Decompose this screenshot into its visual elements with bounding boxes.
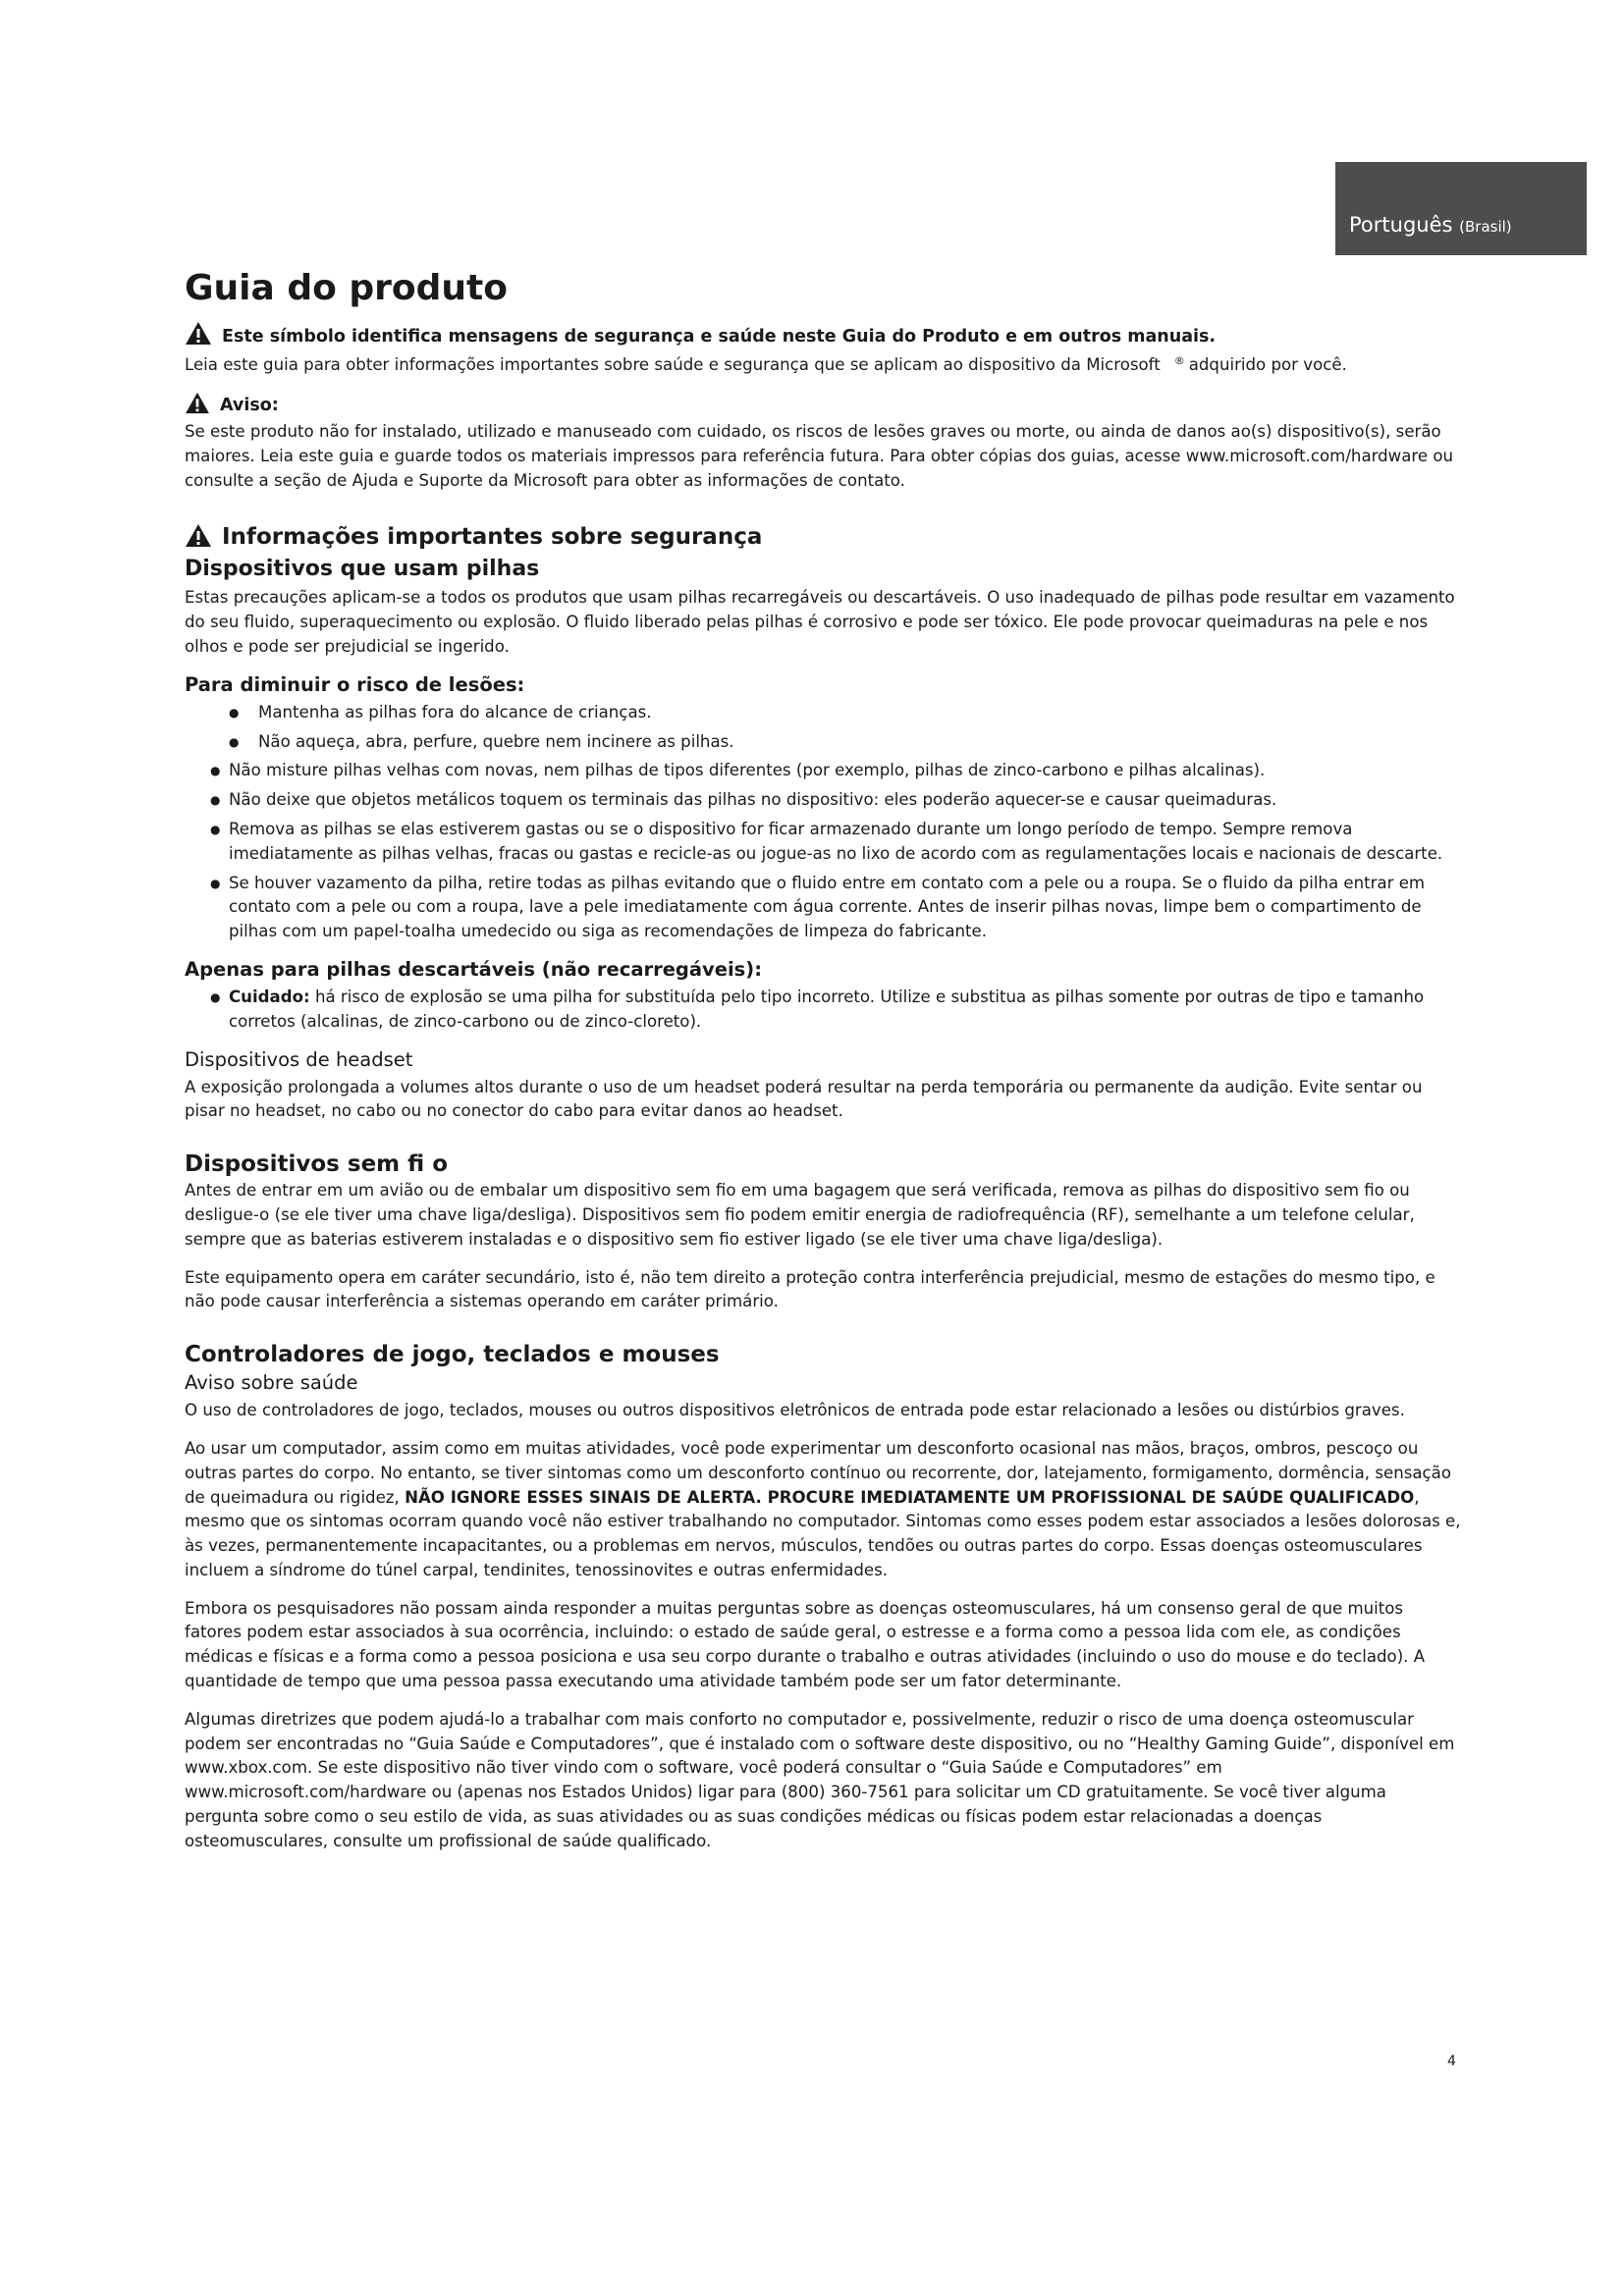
batteries-heading: Dispositivos que usam pilhas <box>185 557 540 582</box>
page-title: Guia do produto <box>185 268 508 308</box>
symbol-line <box>185 321 1461 349</box>
reduce-risk-list-b <box>185 759 1461 944</box>
symbol-line-text: Este símbolo identifica mensagens de segurança e saúde neste Guia do Produto e em outros manuais. <box>222 327 1217 347</box>
reduce-risk-heading: Para diminuir o risco de lesões: <box>185 672 525 696</box>
wireless-paragraph-1: Antes de entrar em um avião ou de embalar um dispositivo sem fio em uma bagagem que será verificada, remova as pilhas do dispositivo sem fio ou desligue-o (se ele tiver uma chave liga/desliga). Dispositivos sem fio podem emitir energia de radiofrequência (RF), semelhante a um telefone celular, sempre que as baterias estiverem instaladas e o dispositivo sem fio estiver ligado (se ele tiver uma chave liga/desliga). <box>185 1181 1415 1249</box>
list-item: ● Cuidado: há risco de explosão se uma pilha for substituída pelo tipo incorreto. Utilize e substitua as pilhas somente por outras de tipo e tamanho corretos (alcalinas, de zinco-carbono ou de zinco-cloreto). <box>185 986 1461 1035</box>
language-tab <box>1335 162 1587 255</box>
aviso-text: Se este produto não for instalado, utilizado e manuseado com cuidado, os riscos de lesões graves ou morte, ou ainda de danos ao(s) dispositivo(s), serão maiores. Leia este guia e guarde todos os materiais impressos para referência futura. Para obter cópias dos guias, acesse www.microsoft.com/hardware ou consulte a seção de Ajuda e Suporte da Microsoft para obter as informações de contato. <box>185 421 1454 490</box>
list-item: ● Não deixe que objetos metálicos toquem os terminais das pilhas no dispositivo: eles poderão aquecer-se e causar queimaduras. <box>185 788 1461 813</box>
wireless-heading: Dispositivos sem fi o <box>185 1151 448 1178</box>
safety-heading: Informações importantes sobre segurança <box>185 522 1461 552</box>
list-item: ● Se houver vazamento da pilha, retire todas as pilhas evitando que o fluido entre em contato com a pele ou a roupa. Se o fluido da pilha entrar em contato com a pele ou com a roupa, lave a pele imediatamente com água corrente. Antes de inserir pilhas novas, limpe bem o compartimento de pilhas com um papel-toalha umedecido ou siga as recomendações de limpeza do fabricante. <box>185 872 1461 944</box>
disposable-list <box>185 986 1461 1035</box>
controllers-paragraph-3: Embora os pesquisadores não possam ainda responder a muitas perguntas sobre as doenças osteomusculares, há um consenso geral de que muitos fatores podem estar associados à sua ocorrência, incluindo: o estado de saúde geral, o estresse e a forma como a pessoa lida com ele, as condições médicas e físicas e a forma como a pessoa posiciona e usa seu corpo durante o trabalho e outras atividades (incluindo o uso do mouse e do teclado). A quantidade de tempo que uma pessoa passa executando uma atividade também pode ser um fator determinante. <box>185 1598 1426 1691</box>
warning-triangle-icon <box>185 321 212 346</box>
language-region: (Brasil) <box>1459 218 1512 236</box>
list-item: ● Mantenha as pilhas fora do alcance de crianças. <box>185 701 1461 725</box>
headset-text: A exposição prolongada a volumes altos durante o uso de um headset poderá resultar na perda temporária ou permanente da audição. Evite sentar ou pisar no headset, no cabo ou no conector do cabo para evitar danos ao headset. <box>185 1077 1423 1121</box>
intro-paragraph: Leia este guia para obter informações importantes sobre saúde e segurança que se aplicam ao dispositivo da Microsoft ® adquirido por você. <box>185 354 1347 375</box>
list-item: ● Não misture pilhas velhas com novas, nem pilhas de tipos diferentes (por exemplo, pilhas de zinco-carbono e pilhas alcalinas). <box>185 759 1461 783</box>
controllers-paragraph-2: Ao usar um computador, assim como em muitas atividades, você pode experimentar um desconforto ocasional nas mãos, braços, ombros, pescoço ou outras partes do corpo. No entanto, se tiver sintomas como um desconforto contínuo ou recorrente, dor, latejamento, formigamento, dormência, sensação de queimadura ou rigidez, NÃO IGNORE ESSES SINAIS DE ALERTA. PROCURE IMEDIATAMENTE UM PROFISSIONAL DE SAÚDE QUALIFICADO, mesmo que os sintomas ocorram quando você não estiver trabalhando no computador. Sintomas como esses podem estar associados a lesões dolorosas e, às vezes, permanentemente incapacitantes, ou a problemas em nervos, músculos, tendões ou outras partes do corpo. Essas doenças osteomusculares incluem a síndrome do túnel carpal, tendinites, tenossinovites e outras enfermidades. <box>185 1438 1461 1579</box>
health-heading: Aviso sobre saúde <box>185 1371 358 1395</box>
warning-triangle-icon <box>185 392 210 414</box>
batteries-text: Estas precauções aplicam-se a todos os produtos que usam pilhas recarregáveis ou descartáveis. O uso inadequado de pilhas pode resultar em vazamento do seu fluido, superaquecimento ou explosão. O fluido liberado pelas pilhas é corrosivo e pode ser tóxico. Ele pode provocar queimaduras na pele e nos olhos e pode ser prejudicial se ingerido. <box>185 588 1455 656</box>
headset-heading: Dispositivos de headset <box>185 1047 413 1071</box>
language-label: Português <box>1349 213 1453 237</box>
controllers-paragraph-4: Algumas diretrizes que podem ajudá-lo a trabalhar com mais conforto no computador e, possivelmente, reduzir o risco de uma doença osteomuscular podem ser encontradas no “Guia Saúde e Computadores”, que é instalado com o software deste dispositivo, ou no “Healthy Gaming Guide”, disponível em www.xbox.com. Se este dispositivo não tiver vindo com o software, você poderá consultar o “Guia Saúde e Computadores” em www.microsoft.com/hardware ou (apenas nos Estados Unidos) ligar para (800) 360-7561 para solicitar um CD gratuitamente. Se você tiver alguma pergunta sobre como o seu estilo de vida, as suas atividades ou as suas condições médicas ou físicas podem estar relacionadas a doenças osteomusculares, consulte um profissional de saúde qualificado. <box>185 1709 1455 1850</box>
registered-mark: ® <box>1173 354 1185 368</box>
list-item: ● Não aqueça, abra, perfure, quebre nem incinere as pilhas. <box>185 730 1461 755</box>
page-number: 4 <box>1447 2054 1456 2069</box>
controllers-heading: Controladores de jogo, teclados e mouses <box>185 1342 720 1368</box>
aviso-heading: Aviso: <box>185 392 1461 418</box>
document-body <box>185 267 1461 1854</box>
disposable-heading: Apenas para pilhas descartáveis (não recarregáveis): <box>185 957 762 981</box>
reduce-risk-list-a <box>185 701 1461 755</box>
controllers-paragraph-1: O uso de controladores de jogo, teclados, mouses ou outros dispositivos eletrônicos de entrada pode estar relacionado a lesões ou distúrbios graves. <box>185 1401 1405 1420</box>
warning-triangle-icon <box>185 523 212 548</box>
wireless-paragraph-2: Este equipamento opera em caráter secundário, isto é, não tem direito a proteção contra interferência prejudicial, mesmo de estações do mesmo tipo, e não pode causar interferência a sistemas operando em caráter primário. <box>185 1267 1435 1311</box>
list-item: ● Remova as pilhas se elas estiverem gastas ou se o dispositivo for ficar armazenado durante um longo período de tempo. Sempre remova imediatamente as pilhas velhas, fracas ou gastas e recicle-as ou jogue-as no lixo de acordo com as regulamentações locais e nacionais de descarte. <box>185 818 1461 867</box>
